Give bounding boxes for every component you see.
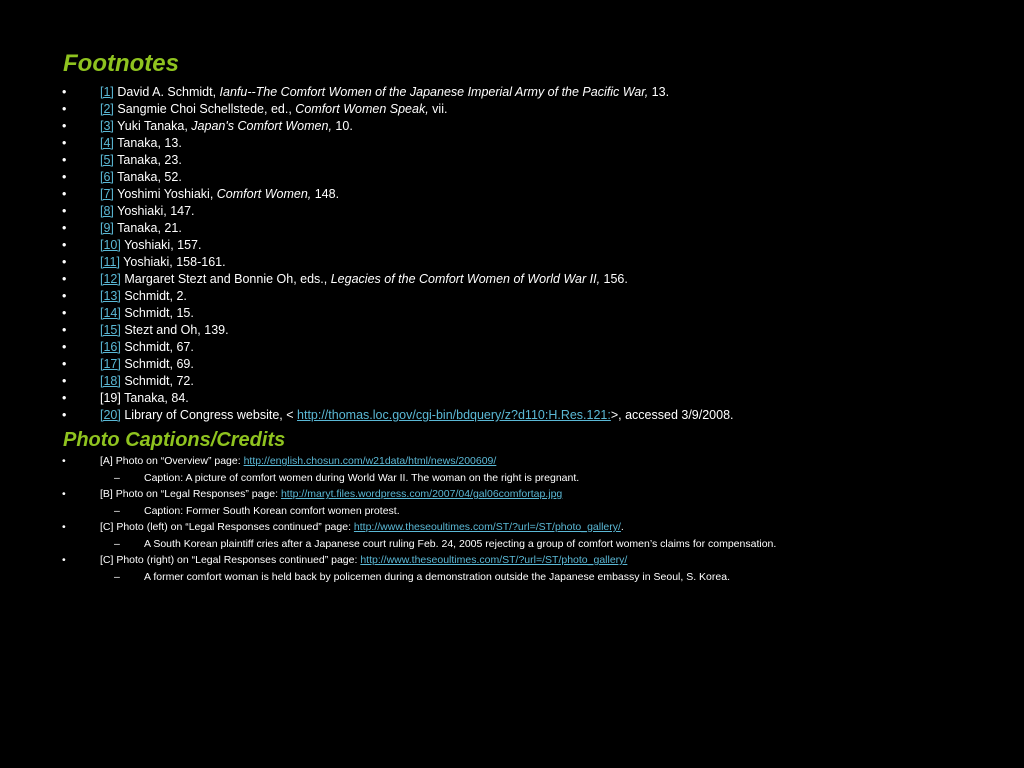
footnote-text xyxy=(100,203,195,220)
caption-credit xyxy=(100,552,627,569)
caption-credit xyxy=(100,453,496,470)
footnote-text xyxy=(100,356,194,373)
bullet: • xyxy=(62,340,67,354)
footnote-text xyxy=(100,322,229,339)
bullet: • xyxy=(62,521,66,533)
caption-source-link[interactable]: http://www.theseoultimes.com/ST/?url=/ST/photo_gallery/ xyxy=(353,521,621,533)
footnote-text xyxy=(100,373,194,390)
footnote-ref-link: [19] xyxy=(100,391,121,405)
bullet: • xyxy=(62,289,67,303)
footnote-work-title: Legacies of the Comfort Women of World War II, xyxy=(330,272,601,286)
bullet: • xyxy=(62,85,67,99)
footnote-citation: Schmidt, 69. xyxy=(124,357,194,371)
bullet: • xyxy=(62,119,67,133)
footnote-page: vii. xyxy=(432,102,448,116)
footnote-text xyxy=(100,84,669,101)
footnote-work-title: Ianfu--The Comfort Women of the Japanese Imperial Army of the Pacific War, xyxy=(219,85,649,99)
footnote-citation: Sangmie Choi Schellstede, ed., xyxy=(117,102,292,116)
footnote-page: 156. xyxy=(603,272,628,286)
footnote-page: 148. xyxy=(314,187,340,201)
caption-label: [B] Photo on “Legal Responses” page: xyxy=(100,488,279,500)
bullet: • xyxy=(62,374,67,388)
caption-source-link[interactable]: http://english.chosun.com/w21data/html/news/200609/ xyxy=(243,455,497,467)
footnote-citation: Library of Congress website, < xyxy=(124,408,294,422)
dash: – xyxy=(114,570,120,583)
dash: – xyxy=(114,504,120,517)
bullet: • xyxy=(62,272,67,286)
caption-credit xyxy=(100,486,562,503)
footnote-citation: Schmidt, 2. xyxy=(124,289,187,303)
footnote-ref-link[interactable]: [2] xyxy=(100,102,114,116)
footnote-citation: Yoshiaki, 157. xyxy=(124,238,202,252)
bullet: • xyxy=(62,357,67,371)
footnote-text xyxy=(100,169,182,186)
footnote-ref-link[interactable]: [9] xyxy=(100,221,114,235)
footnote-ref-link[interactable]: [3] xyxy=(100,119,114,133)
footnote-ref-link[interactable]: [1] xyxy=(100,85,114,99)
bullet: • xyxy=(62,323,67,337)
footnote-text xyxy=(100,152,182,169)
footnote-ref-link[interactable]: [10] xyxy=(100,238,121,252)
bullet: • xyxy=(62,391,67,405)
footnote-work-title: Japan's Comfort Women, xyxy=(191,119,332,133)
caption-suffix: . xyxy=(620,521,624,533)
footnote-ref-link[interactable]: [12] xyxy=(100,272,121,286)
bullet: • xyxy=(62,204,67,218)
footnote-ref-link[interactable]: [13] xyxy=(100,289,121,303)
bullet: • xyxy=(62,153,67,167)
footnote-citation: Yuki Tanaka, xyxy=(117,119,188,133)
bullet: • xyxy=(62,306,67,320)
bullet: • xyxy=(62,488,66,500)
footnote-citation: Schmidt, 72. xyxy=(124,374,194,388)
footnote-citation: David A. Schmidt, xyxy=(117,85,217,99)
footnote-citation: Schmidt, 15. xyxy=(124,306,194,320)
footnote-ref-link[interactable]: [6] xyxy=(100,170,114,184)
footnote-citation: Stezt and Oh, 139. xyxy=(124,323,229,337)
bullet: • xyxy=(62,102,67,116)
footnote-ref-link[interactable]: [8] xyxy=(100,204,114,218)
caption-text: A former comfort woman is held back by policemen during a demonstration outside the Japanese embassy in Seoul, S. Korea. xyxy=(144,570,730,583)
footnote-text xyxy=(100,271,628,288)
bullet: • xyxy=(62,255,67,269)
footnote-citation: Tanaka, 84. xyxy=(124,391,189,405)
footnote-text xyxy=(100,305,194,322)
bullet: • xyxy=(62,136,67,150)
footnote-ref-link[interactable]: [7] xyxy=(100,187,114,201)
bullet: • xyxy=(62,187,67,201)
bullet: • xyxy=(62,554,66,566)
footnotes-heading: Footnotes xyxy=(63,50,179,77)
footnote-ref-link[interactable]: [17] xyxy=(100,357,121,371)
footnote-ref-link[interactable]: [16] xyxy=(100,340,121,354)
bullet: • xyxy=(62,238,67,252)
caption-label: [A] Photo on “Overview” page: xyxy=(100,455,241,467)
footnote-page: 10. xyxy=(335,119,353,133)
captions-heading: Photo Captions/Credits xyxy=(63,429,286,451)
footnote-citation: Margaret Stezt and Bonnie Oh, eds., xyxy=(124,272,328,286)
footnote-citation: Yoshimi Yoshiaki, xyxy=(117,187,214,201)
footnote-citation: Tanaka, 52. xyxy=(117,170,182,184)
bullet: • xyxy=(62,170,67,184)
footnote-citation: Schmidt, 67. xyxy=(124,340,194,354)
bullet: • xyxy=(62,455,66,467)
bullet: • xyxy=(62,408,67,422)
footnote-ref-link[interactable]: [4] xyxy=(100,136,114,150)
caption-label: [C] Photo (right) on “Legal Responses continued” page: xyxy=(100,554,358,566)
footnote-ref-link[interactable]: [14] xyxy=(100,306,121,320)
footnote-citation: Yoshiaki, 147. xyxy=(117,204,195,218)
footnote-ref-link[interactable]: [5] xyxy=(100,153,114,167)
footnote-page: >, accessed 3/9/2008. xyxy=(610,408,734,422)
footnote-text xyxy=(100,407,734,424)
caption-text: A South Korean plaintiff cries after a Japanese court ruling Feb. 24, 2005 rejecting a group of comfort women’s claims for compensation. xyxy=(144,537,777,550)
footnote-text xyxy=(100,101,447,118)
footnote-ref-link[interactable]: [18] xyxy=(100,374,121,388)
footnote-citation: Tanaka, 23. xyxy=(117,153,182,167)
footnote-work-title: Comfort Women Speak, xyxy=(295,102,429,116)
footnote-text xyxy=(100,237,201,254)
footnote-ref-link[interactable]: [15] xyxy=(100,323,121,337)
footnote-citation: Tanaka, 13. xyxy=(117,136,182,150)
caption-text: Caption: A picture of comfort women during World War II. The woman on the right is pregnant. xyxy=(144,471,580,484)
dash: – xyxy=(114,537,120,550)
footnote-ref-link[interactable]: [20] xyxy=(100,408,121,422)
bullet: • xyxy=(62,221,67,235)
footnote-text xyxy=(100,288,187,305)
footnote-url-link[interactable]: http://thomas.loc.gov/cgi-bin/bdquery/z?d110:H.Res.121: xyxy=(297,408,611,422)
caption-source-link[interactable]: http://www.theseoultimes.com/ST/?url=/ST/photo_gallery/ xyxy=(360,554,628,566)
caption-text: Caption: Former South Korean comfort women protest. xyxy=(144,504,400,517)
footnote-text xyxy=(100,220,182,237)
caption-source-link[interactable]: http://maryt.files.wordpress.com/2007/04/gal06comfortap.jpg xyxy=(280,488,563,500)
caption-credit xyxy=(100,519,624,536)
footnote-text xyxy=(100,118,353,135)
footnote-text xyxy=(100,339,194,356)
footnote-citation: Tanaka, 21. xyxy=(117,221,182,235)
footnote-work-title: Comfort Women, xyxy=(216,187,312,201)
footnote-text xyxy=(100,254,226,271)
dash: – xyxy=(114,471,120,484)
footnote-ref-link[interactable]: [11] xyxy=(100,255,120,269)
caption-label: [C] Photo (left) on “Legal Responses continued” page: xyxy=(100,521,351,533)
footnote-page: 13. xyxy=(651,85,670,99)
footnote-text xyxy=(100,390,189,407)
footnote-text xyxy=(100,135,182,152)
footnote-text xyxy=(100,186,339,203)
footnote-citation: Yoshiaki, 158-161. xyxy=(123,255,226,269)
